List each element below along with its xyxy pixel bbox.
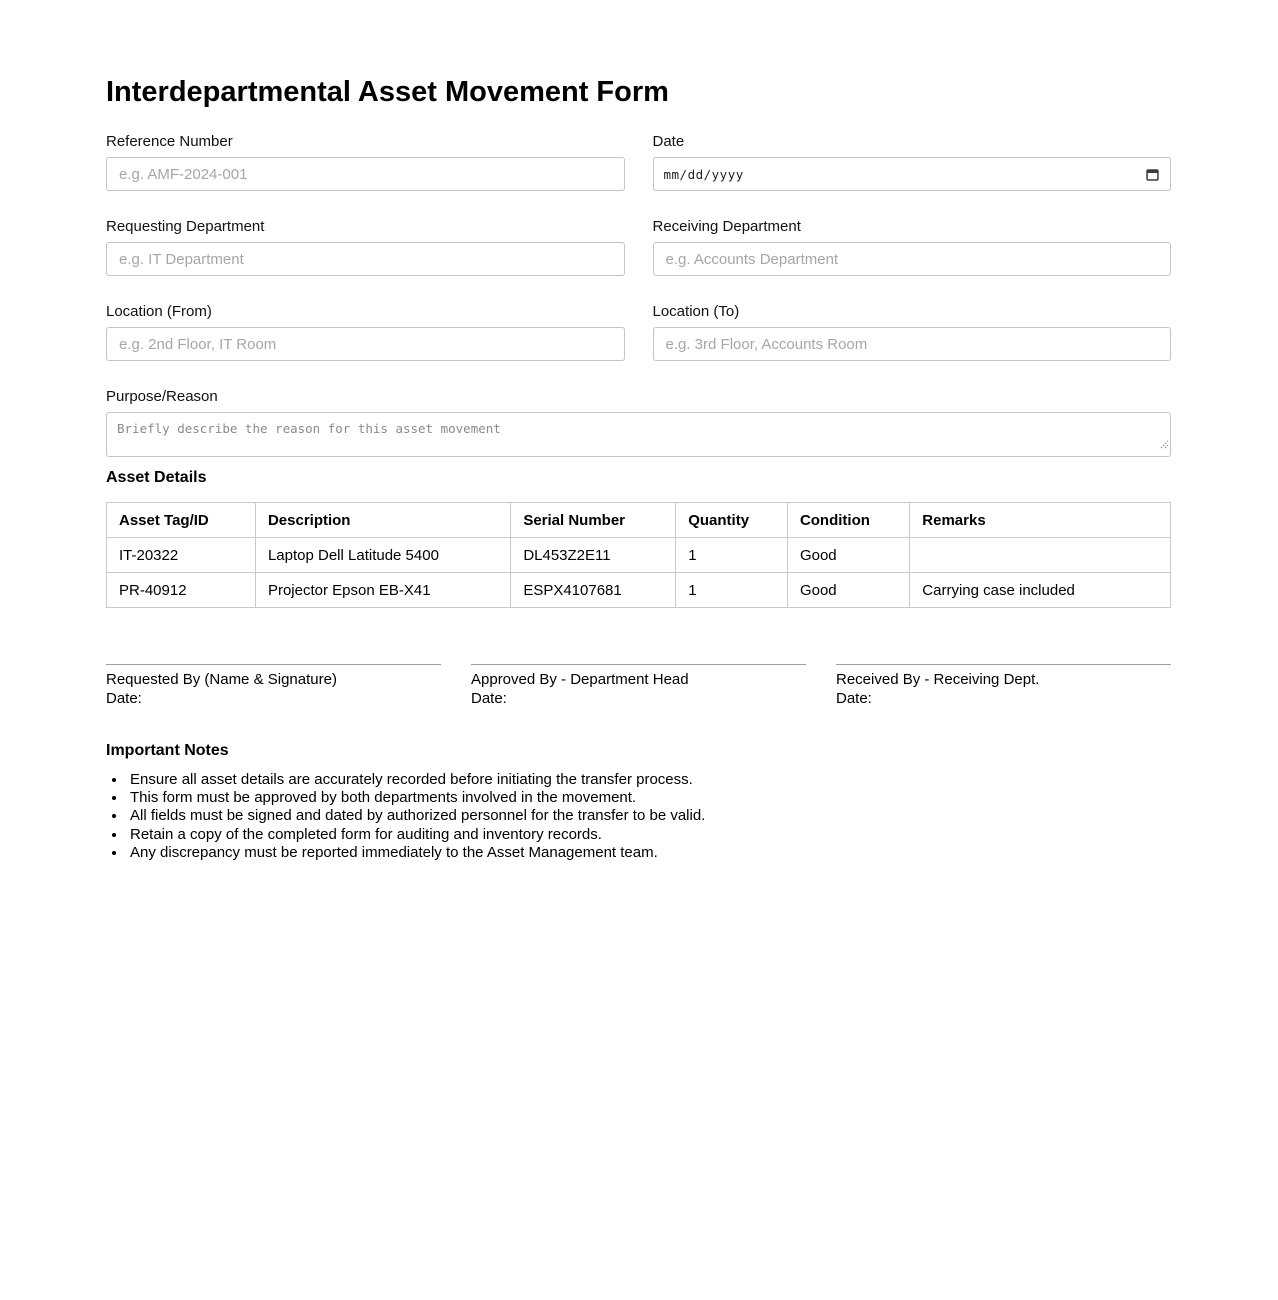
location-to-input[interactable] [653, 327, 1172, 361]
column-header-serial-number: Serial Number [511, 503, 676, 538]
requesting-department-label: Requesting Department [106, 218, 265, 235]
asset-details-heading: Asset Details [106, 469, 207, 486]
location-to-group [653, 303, 1172, 361]
signature-label: Approved By - Department Head [471, 671, 689, 688]
cell-description: Laptop Dell Latitude 5400 [255, 538, 510, 573]
cell-asset-tag: IT-20322 [107, 538, 256, 573]
signature-label: Requested By (Name & Signature) [106, 671, 337, 688]
list-item: • Any discrepancy must be reported immediately to the Asset Management team. [127, 844, 1171, 862]
reference-number-input[interactable] [106, 157, 625, 191]
signature-approved-by [471, 664, 806, 708]
signature-date-label: Date: [106, 690, 142, 707]
column-header-condition: Condition [787, 503, 909, 538]
signature-label: Received By - Receiving Dept. [836, 671, 1040, 688]
cell-serial-number: DL453Z2E11 [511, 538, 676, 573]
column-header-description: Description [255, 503, 510, 538]
receiving-department-input[interactable] [653, 242, 1172, 276]
list-item: • Retain a copy of the completed form for auditing and inventory records. [127, 826, 1171, 844]
cell-quantity: 1 [676, 538, 788, 573]
date-value: mm/dd/yyyy [663, 166, 744, 182]
cell-remarks: Carrying case included [910, 573, 1171, 608]
requesting-department-group [106, 218, 625, 276]
list-item: • This form must be approved by both departments involved in the movement. [127, 789, 1171, 807]
receiving-department-label: Receiving Department [652, 218, 801, 235]
list-item: • Ensure all asset details are accurately recorded before initiating the transfer process. [127, 771, 1171, 789]
important-notes-heading: Important Notes [106, 742, 229, 759]
calendar-icon[interactable] [1145, 167, 1160, 182]
table-row [107, 573, 1171, 608]
location-from-input[interactable] [106, 327, 625, 361]
cell-description: Projector Epson EB-X41 [255, 573, 510, 608]
signature-section [106, 664, 1171, 708]
receiving-department-group [653, 218, 1172, 276]
requesting-department-input[interactable] [106, 242, 625, 276]
date-group [653, 133, 1172, 191]
signature-requested-by [106, 664, 441, 708]
signature-date-label: Date: [836, 690, 872, 707]
cell-remarks [910, 538, 1171, 573]
asset-details-table [106, 502, 1171, 608]
reference-number-label: Reference Number [106, 133, 233, 150]
location-from-group [106, 303, 625, 361]
table-header-row [107, 503, 1171, 538]
cell-condition: Good [787, 538, 909, 573]
purpose-textarea[interactable] [106, 412, 1171, 457]
cell-asset-tag: PR-40912 [107, 573, 256, 608]
column-header-remarks: Remarks [910, 503, 1171, 538]
location-from-label: Location (From) [106, 303, 212, 320]
page-title: Interdepartmental Asset Movement Form [106, 76, 669, 108]
signature-date-label: Date: [471, 690, 507, 707]
list-item: • All fields must be signed and dated by authorized personnel for the transfer to be valid. [127, 807, 1171, 825]
cell-quantity: 1 [676, 573, 788, 608]
signature-received-by [836, 664, 1171, 708]
date-label: Date [652, 133, 685, 150]
date-input[interactable] [653, 157, 1172, 191]
notes-list [106, 771, 1171, 862]
column-header-asset-tag: Asset Tag/ID [107, 503, 256, 538]
reference-number-group [106, 133, 625, 191]
cell-condition: Good [787, 573, 909, 608]
purpose-group [106, 388, 1171, 457]
table-row [107, 538, 1171, 573]
cell-serial-number: ESPX4107681 [511, 573, 676, 608]
column-header-quantity: Quantity [676, 503, 788, 538]
location-to-label: Location (To) [652, 303, 740, 320]
purpose-label: Purpose/Reason [106, 388, 218, 405]
important-notes-section [106, 742, 1171, 862]
